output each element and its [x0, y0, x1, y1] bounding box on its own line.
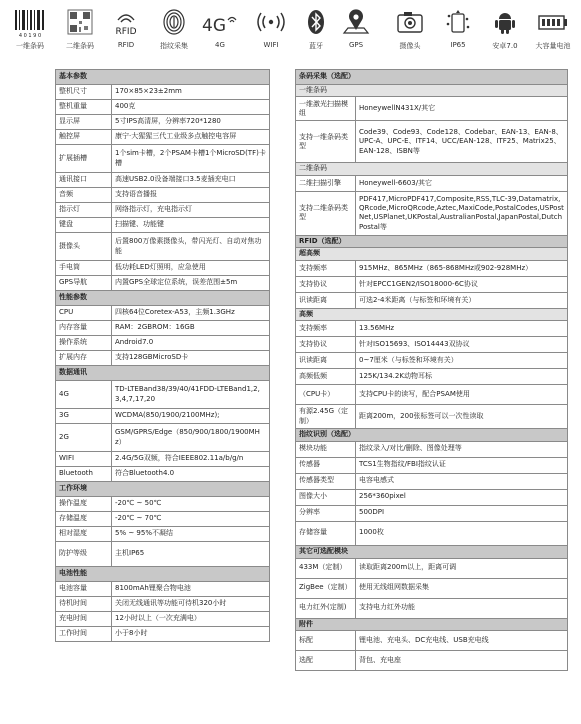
spec-row	[296, 276, 568, 292]
spec-row	[296, 558, 568, 578]
subsection-hf	[296, 308, 568, 320]
spec-row	[56, 467, 270, 482]
spec-key: 支持二维条码类型	[296, 191, 356, 235]
spec-value: 0~7厘米（与标签和环境有关）	[356, 353, 568, 369]
section-title: 性能参数	[56, 291, 270, 306]
spec-key: 图像大小	[296, 489, 356, 505]
spec-key: 分辨率	[296, 505, 356, 521]
spec-value: Honeywell-6603/其它	[356, 175, 568, 191]
spec-key: 指示灯	[56, 203, 112, 218]
section-title: 条码采集（选配）	[296, 70, 568, 85]
spec-value: 125K/134.2K动物耳标	[356, 369, 568, 385]
spec-row	[296, 598, 568, 618]
spec-key: 扩展内存	[56, 351, 112, 366]
android-icon	[490, 8, 520, 38]
spec-value: 5寸IPS高清屏，分辨率720*1280	[112, 115, 270, 130]
section-barcode	[296, 70, 568, 85]
feature-label: GPS	[348, 41, 364, 49]
spec-row	[56, 542, 270, 567]
spec-row	[56, 497, 270, 512]
spec-row	[296, 631, 568, 651]
spec-value: 四核64位Coretex-A53，主频1.3GHz	[112, 306, 270, 321]
feature-label: 摄像头	[399, 42, 421, 50]
spec-key: 标配	[296, 631, 356, 651]
spec-row	[56, 233, 270, 261]
section-title: RFID（选配）	[296, 235, 568, 247]
spec-key: 支持一维条码类型	[296, 121, 356, 163]
spec-row	[56, 512, 270, 527]
spec-value: 低功耗LED灯照明，应急使用	[112, 261, 270, 276]
feature-android	[479, 8, 531, 51]
feature-barcode-1d	[4, 8, 56, 51]
spec-key: 操作系统	[56, 336, 112, 351]
feature-camera	[384, 8, 436, 51]
spec-value: 支持电力红外功能	[356, 598, 568, 618]
spec-key: 二维扫描引擎	[296, 175, 356, 191]
bluetooth-icon	[301, 8, 331, 38]
feature-rfid	[100, 8, 152, 49]
spec-row	[56, 582, 270, 597]
feature-label: 4G	[215, 41, 225, 49]
spec-row	[56, 424, 270, 452]
spec-key: Bluetooth	[56, 467, 112, 482]
spec-key: 有源2.45G（定制）	[296, 405, 356, 429]
spec-key: 模块功能	[296, 441, 356, 457]
spec-key: 音频	[56, 188, 112, 203]
feature-fingerprint	[148, 8, 200, 51]
spec-value: 距离200m，200张标签可以一次性读取	[356, 405, 568, 429]
section-title: 基本参数	[56, 70, 270, 85]
spec-row	[296, 260, 568, 276]
spec-value: 康宁·大猩猩三代工业级多点触控电容屏	[112, 130, 270, 145]
barcode-digits: 4 0 1 9 0	[18, 33, 42, 38]
spec-key: GPS导航	[56, 276, 112, 291]
wifi-icon	[254, 8, 288, 38]
spec-value: 5% ~ 95%不凝结	[112, 527, 270, 542]
right-spec-table	[295, 69, 568, 671]
spec-value: RAM：2GBROM：16GB	[112, 321, 270, 336]
spec-value: 内置GPS全球定位系统，误差范围±5m	[112, 276, 270, 291]
spec-value: 170×85×23±2mm	[112, 85, 270, 100]
spec-value: HoneywellN431X/其它	[356, 97, 568, 121]
spec-value: 读取距离200m以上，距离可调	[356, 558, 568, 578]
spec-key: 传感器类型	[296, 473, 356, 489]
spec-value: 背包、充电座	[356, 651, 568, 671]
spec-row	[56, 115, 270, 130]
spec-row	[296, 321, 568, 337]
section-title: 工作环境	[56, 482, 270, 497]
section-title: 数据通讯	[56, 366, 270, 381]
spec-row	[56, 409, 270, 424]
battery-icon	[536, 8, 570, 38]
spec-value: -20℃ ~ 70℃	[112, 512, 270, 527]
spec-row	[56, 203, 270, 218]
spec-key: 电力红外(定制)	[296, 598, 356, 618]
feature-label: 大容量电池	[535, 42, 571, 50]
spec-key: 一维激光扫描模组	[296, 97, 356, 121]
gps-icon	[339, 8, 373, 38]
barcode-1d-icon	[13, 8, 47, 38]
spec-value: TD-LTEBand38/39/40/41FDD-LTEBand1,2,3,4,7,17,20	[112, 381, 270, 409]
section-title: 其它可选配模块	[296, 545, 568, 558]
spec-key: 工作时间	[56, 627, 112, 642]
spec-value: 915MHz、865MHz（865-868MHz或902-928MHz）	[356, 260, 568, 276]
spec-key: 存储温度	[56, 512, 112, 527]
spec-value: 指纹录入/对比/删除、图像处理等	[356, 441, 568, 457]
spec-row	[296, 337, 568, 353]
spec-value: 针对EPCC1GEN2/ISO18000-6C协议	[356, 276, 568, 292]
spec-value: 网络指示灯，充电指示灯	[112, 203, 270, 218]
rfid-icon-text: RFID	[115, 27, 137, 37]
spec-value: 电容电感式	[356, 473, 568, 489]
section-battery	[56, 567, 270, 582]
spec-value: 12小时以上（一次充满电）	[112, 612, 270, 627]
spec-value: 1000枚	[356, 521, 568, 545]
subsection-title: 一维条码	[296, 85, 568, 97]
spec-value: 13.56MHz	[356, 321, 568, 337]
spec-row	[296, 651, 568, 671]
spec-row	[56, 597, 270, 612]
spec-key: 内存容量	[56, 321, 112, 336]
spec-row	[56, 85, 270, 100]
spec-key: 支持频率	[296, 321, 356, 337]
section-performance	[56, 291, 270, 306]
spec-row	[56, 627, 270, 642]
spec-row	[56, 130, 270, 145]
section-title: 附件	[296, 618, 568, 630]
spec-key: 整机重量	[56, 100, 112, 115]
spec-value: PDF417,MicroPDF417,Composite,RSS,TLC-39,Datamatrix,QRcode,MicroQRcode,Aztec,MaxiCode,PostalCodes,USPostNet,USPlanet,UKPostal,AustralianPostal,JapanPostal,DutchPostal等	[356, 191, 568, 235]
qrcode-2d-icon	[65, 8, 95, 38]
spec-row	[296, 578, 568, 598]
section-modules	[296, 545, 568, 558]
spec-key: 显示屏	[56, 115, 112, 130]
spec-value: 关闭无线通讯等功能可待机320小时	[112, 597, 270, 612]
spec-row	[296, 521, 568, 545]
spec-key: （CPU卡）	[296, 385, 356, 405]
spec-row	[56, 188, 270, 203]
subsection-title: 超高频	[296, 248, 568, 260]
spec-key: 通讯接口	[56, 173, 112, 188]
spec-row	[296, 97, 568, 121]
spec-key: 充电时间	[56, 612, 112, 627]
section-env	[56, 482, 270, 497]
feature-icon-bar	[0, 8, 581, 68]
section-accessories	[296, 618, 568, 630]
feature-label: 安卓7.0	[492, 42, 518, 50]
feature-label: 指纹采集	[160, 42, 188, 50]
spec-row	[56, 218, 270, 233]
spec-row	[296, 385, 568, 405]
spec-value: 小于8小时	[112, 627, 270, 642]
spec-key: 支持频率	[296, 260, 356, 276]
spec-value: 高速USB2.0设备端接口3.5麦插充电口	[112, 173, 270, 188]
feature-label: RFID	[117, 41, 135, 49]
spec-key: 支持协议	[296, 276, 356, 292]
spec-key: 防护等级	[56, 542, 112, 567]
spec-value: 可选2-4米距离（与标签和环境有关）	[356, 292, 568, 308]
spec-value: 8100mAh锂聚合物电池	[112, 582, 270, 597]
spec-key: 操作温度	[56, 497, 112, 512]
spec-row	[296, 405, 568, 429]
spec-row	[296, 175, 568, 191]
spec-key: 电池容量	[56, 582, 112, 597]
spec-value: 支持语音播报	[112, 188, 270, 203]
spec-key: 4G	[56, 381, 112, 409]
rfid-icon	[109, 8, 143, 38]
subsection-title: 高频	[296, 308, 568, 320]
spec-value: Code39、Code93、Code128、Codebar、EAN-13、EAN-8、UPC-A、UPC-E、ITF14、UCC/EAN-128、ITF25、Matrix25、EAN-128、ISBN等	[356, 121, 568, 163]
spec-value: 500DPI	[356, 505, 568, 521]
spec-value: 后置800万像素摄像头，带闪光灯、自动对焦功能	[112, 233, 270, 261]
spec-value: Android7.0	[112, 336, 270, 351]
spec-row	[296, 292, 568, 308]
feature-label: 二维条码	[66, 42, 94, 50]
spec-key: 相对湿度	[56, 527, 112, 542]
spec-value: 支持CPU卡的读写，配合PSAM使用	[356, 385, 568, 405]
section-title: 电池性能	[56, 567, 270, 582]
spec-key: ZigBee（定制）	[296, 578, 356, 598]
section-title: 指纹识别（选配）	[296, 429, 568, 441]
spec-value: 支持128GBMicroSD卡	[112, 351, 270, 366]
section-comm	[56, 366, 270, 381]
spec-value: 使用无线组网数据采集	[356, 578, 568, 598]
feature-label: IP65	[450, 41, 466, 49]
spec-key: 高频低频	[296, 369, 356, 385]
spec-row	[56, 336, 270, 351]
spec-row	[296, 505, 568, 521]
spec-row	[296, 121, 568, 163]
spec-value: 400克	[112, 100, 270, 115]
spec-value: 针对ISO15693、ISO14443双协议	[356, 337, 568, 353]
spec-key: 触控屏	[56, 130, 112, 145]
subsection-title: 二维条码	[296, 163, 568, 175]
spec-row	[56, 381, 270, 409]
spec-key: 扩展插槽	[56, 145, 112, 173]
subsection-uhf	[296, 248, 568, 260]
spec-key: 2G	[56, 424, 112, 452]
spec-row	[296, 369, 568, 385]
section-rfid	[296, 235, 568, 247]
spec-row	[56, 173, 270, 188]
feature-label: WIFI	[263, 41, 279, 49]
spec-key: 433M（定制）	[296, 558, 356, 578]
spec-value: 扫描键、功能键	[112, 218, 270, 233]
spec-value: 锂电池、充电头、DC充电线、USB充电线	[356, 631, 568, 651]
spec-row	[56, 321, 270, 336]
spec-key: 整机尺寸	[56, 85, 112, 100]
4g-icon-text: 4G	[202, 16, 226, 36]
spec-key: 识读距离	[296, 353, 356, 369]
left-spec-table	[55, 69, 270, 642]
spec-row	[296, 489, 568, 505]
section-basic	[56, 70, 270, 85]
spec-key: 摄像头	[56, 233, 112, 261]
spec-row	[296, 441, 568, 457]
spec-key: 选配	[296, 651, 356, 671]
feature-label: 一维条码	[16, 42, 44, 50]
spec-row	[296, 191, 568, 235]
spec-row	[56, 276, 270, 291]
spec-key: 3G	[56, 409, 112, 424]
feature-4g	[194, 8, 246, 49]
spec-key: 手电筒	[56, 261, 112, 276]
spec-row	[56, 306, 270, 321]
spec-row	[296, 473, 568, 489]
spec-row	[296, 353, 568, 369]
section-fingerprint	[296, 429, 568, 441]
ip65-icon	[443, 8, 473, 38]
spec-row	[56, 527, 270, 542]
spec-value: 主机IP65	[112, 542, 270, 567]
feature-battery	[527, 8, 579, 51]
spec-row	[56, 261, 270, 276]
spec-key: 支持协议	[296, 337, 356, 353]
spec-key: 存储容量	[296, 521, 356, 545]
spec-key: CPU	[56, 306, 112, 321]
feature-ip65	[432, 8, 484, 49]
spec-key: 待机时间	[56, 597, 112, 612]
spec-row	[56, 100, 270, 115]
spec-key: WIFI	[56, 452, 112, 467]
subsection-2d	[296, 163, 568, 175]
spec-row	[56, 145, 270, 173]
fingerprint-icon	[159, 8, 189, 38]
spec-value: TCS1生物指纹/FBI指纹认证	[356, 457, 568, 473]
spec-value: -20℃ ~ 50℃	[112, 497, 270, 512]
spec-value: GSM/GPRS/Edge（850/900/1800/1900MHz）	[112, 424, 270, 452]
feature-qrcode-2d	[54, 8, 106, 51]
spec-row	[56, 452, 270, 467]
spec-value: 符合Bluetooth4.0	[112, 467, 270, 482]
spec-value: 2.4G/5G双频，符合IEEE802.11a/b/g/n	[112, 452, 270, 467]
spec-value: 256*360pixel	[356, 489, 568, 505]
spec-key: 键盘	[56, 218, 112, 233]
camera-icon	[393, 8, 427, 38]
spec-row	[296, 457, 568, 473]
feature-gps	[330, 8, 382, 49]
spec-value: 1个sim卡槽，2个PSAM卡槽1个MicroSD(TF)卡槽	[112, 145, 270, 173]
spec-row	[56, 351, 270, 366]
feature-label: 蓝牙	[309, 42, 323, 50]
spec-value: WCDMA(850/1900/2100MHz);	[112, 409, 270, 424]
4g-icon	[200, 8, 240, 38]
spec-key: 传感器	[296, 457, 356, 473]
spec-key: 识读距离	[296, 292, 356, 308]
spec-row	[56, 612, 270, 627]
subsection-1d	[296, 85, 568, 97]
